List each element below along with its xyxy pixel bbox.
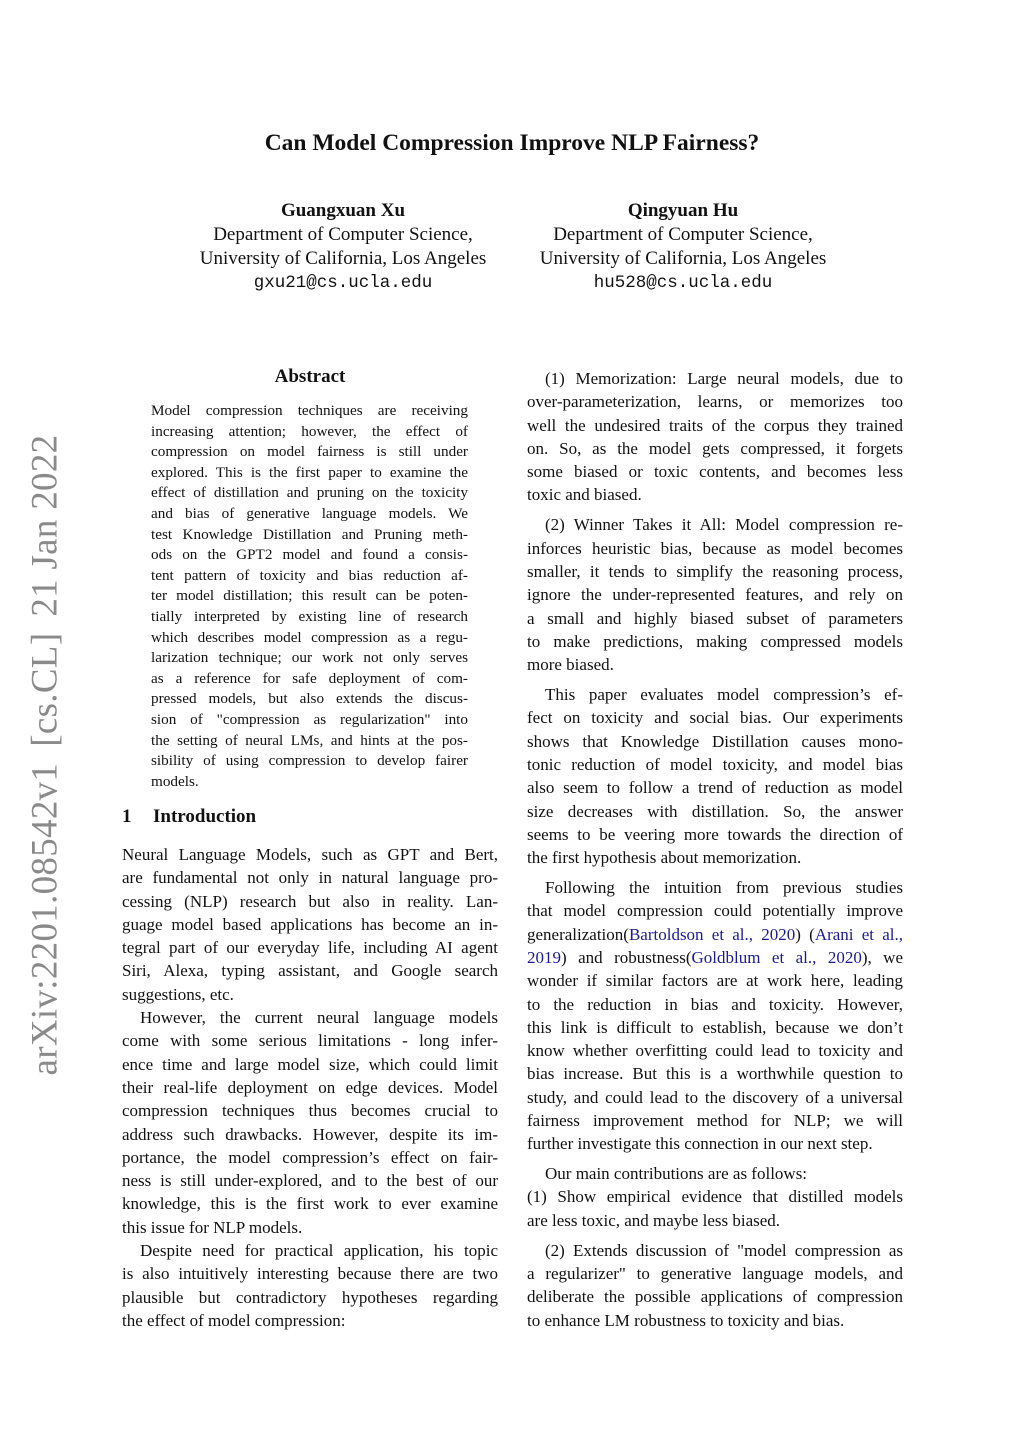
text-line: (1) Memorization: Large neural models, due to (545, 369, 903, 388)
text-line: that model compression could potentially improve (527, 901, 903, 921)
text-line: increasing attention; however, the effect of (151, 422, 468, 440)
text-line: suggestions, etc. (122, 984, 234, 1004)
text-line: the effect of model compression: (122, 1310, 346, 1330)
text-line: further investigate this connection in our next step. (527, 1134, 873, 1154)
text-line: effect of distillation and pruning on the toxicity (151, 484, 468, 502)
text-line: Our main contributions are as follows: (545, 1164, 808, 1184)
text-line: tegral part of our everyday life, including AI agent (122, 938, 498, 958)
text-line: to make predictions, making compressed models (527, 631, 903, 651)
left-column-body (122, 843, 498, 1332)
text-line: However, the current neural language models (140, 1008, 498, 1028)
paragraph (122, 1006, 498, 1239)
text-line: ter model distillation; this result can be poten- (151, 587, 468, 605)
text-line: toxic and biased. (527, 485, 642, 505)
text-line: tent pattern of toxicity and bias reduction af- (151, 566, 468, 584)
text-line: explored. This is the first paper to examine the (151, 463, 468, 481)
text-line: Neural Language Models, such as GPT and Bert, (122, 845, 498, 864)
paragraph (527, 513, 903, 676)
citation-link[interactable]: Goldblum et al., 2020 (691, 947, 862, 967)
author-name: Guangxuan Xu (280, 200, 406, 221)
author-block-2 (483, 199, 883, 296)
text-line: bias increase. But this is a worthwhile question to (527, 1064, 903, 1084)
text-line: the first hypothesis about memorization. (527, 848, 802, 868)
text-line: sion of "compression as regularization" into (151, 710, 468, 728)
text-line: size decreases with distillation. So, the answer (527, 801, 903, 821)
text-line: (2) Extends discussion of "model compression as (545, 1240, 903, 1260)
paragraph (151, 401, 468, 792)
author-university: University of California, Los Angeles (199, 248, 487, 269)
author-email[interactable]: gxu21@cs.ucla.edu (253, 273, 433, 293)
text-line: wonder if similar factors are at work here, leading (527, 971, 903, 991)
text-line: to enhance LM robustness to toxicity and bias. (527, 1310, 845, 1330)
text-line: deliberate the possible applications of compression (527, 1287, 903, 1307)
text-line: ignore the under-represented features, and rely on (527, 585, 903, 605)
text-line: is also intuitively interesting because there are two (122, 1264, 498, 1284)
text-line: on. So, as the model gets compressed, it forgets (527, 438, 903, 458)
text-line: Despite need for practical application, his topic (140, 1241, 498, 1261)
text-line: know whether overfitting could lead to toxicity and (527, 1041, 903, 1061)
text-segment: generalization( (527, 924, 629, 944)
text-line: also seem to follow a trend of reduction as model (527, 778, 903, 798)
author-name: Qingyuan Hu (627, 200, 739, 221)
abstract-body (151, 401, 468, 792)
text-line: as a reference for safe deployment of com- (151, 669, 468, 687)
arxiv-category: [cs.CL] (24, 632, 66, 747)
paragraph (527, 1162, 903, 1232)
text-line: test Knowledge Distillation and Pruning meth- (151, 525, 468, 543)
text-line: (2) Winner Takes it All: Model compression re- (545, 515, 903, 535)
text-line: over-parameterization, learns, or memorizes too (527, 392, 903, 412)
text-line: seems to be veering more towards the direction of (527, 824, 903, 844)
citation-link[interactable]: 2019 (527, 947, 561, 967)
section-title: Introduction (153, 806, 257, 827)
text-line: ence time and large model size, which could limit (122, 1054, 498, 1074)
text-line: Model compression techniques are receiving (151, 402, 468, 419)
author-email[interactable]: hu528@cs.ucla.edu (593, 273, 773, 293)
text-line: more biased. (527, 655, 614, 675)
paragraph (122, 1239, 498, 1332)
section-number: 1 (122, 806, 132, 827)
text-line: a small and highly biased subset of parameters (527, 608, 903, 628)
paragraph (527, 683, 903, 869)
text-line: cessing (NLP) research but also in reality. Lan- (122, 891, 498, 911)
text-line: models. (151, 772, 199, 790)
text-line: compression techniques thus becomes crucial to (122, 1101, 498, 1121)
text-line: fairness improvement method for NLP; we will (527, 1110, 903, 1130)
right-column-body (527, 367, 903, 1332)
text-segment: ), we (861, 947, 903, 967)
author-university: University of California, Los Angeles (539, 248, 827, 269)
text-line: knowledge, this is the first work to ever examine (122, 1194, 498, 1214)
text-line: Following the intuition from previous studies (545, 878, 903, 898)
text-line: Siri, Alexa, typing assistant, and Google search (122, 961, 498, 981)
text-line: this issue for NLP models. (122, 1217, 303, 1237)
text-line: a regularizer" to generative language models, and (527, 1263, 903, 1283)
text-line: are fundamental not only in natural language pro- (122, 868, 498, 888)
text-segment: ) and robustness( (561, 947, 692, 967)
text-line: inforces heuristic bias, because as model becomes (527, 538, 903, 558)
text-line: are less toxic, and maybe less biased. (527, 1210, 781, 1230)
text-line: plausible but contradictory hypotheses regarding (122, 1287, 498, 1307)
text-line: compression on model fairness is still under (151, 443, 468, 461)
text-line: some biased or toxic contents, and becomes less (527, 462, 903, 482)
text-line: study, and could lead to the discovery of a universal (527, 1087, 903, 1107)
text-segment: ) ( (795, 924, 815, 944)
text-line: pressed models, but also extends the discus- (151, 690, 468, 708)
author-department: Department of Computer Science, (553, 224, 813, 245)
author-department: Department of Computer Science, (213, 224, 473, 245)
arxiv-side-label (24, 427, 67, 1084)
text-line: well the undesired traits of the corpus they trained (527, 415, 903, 435)
text-line: tially interpreted by existing line of research (151, 607, 468, 625)
paragraph (527, 1239, 903, 1332)
text-line: ness is still under-explored, and to the best of our (122, 1171, 498, 1191)
section-heading-introduction (122, 806, 256, 828)
text-line: which describes model compression as a regu- (151, 628, 468, 646)
arxiv-date: 21 Jan 2022 (24, 434, 66, 617)
text-line: the setting of neural LMs, and hints at the pos- (151, 731, 468, 749)
text-line: to the reduction in bias and toxicity. However, (527, 994, 903, 1014)
paragraph (122, 843, 498, 1006)
text-line: tonic reduction of model toxicity, and model bias (527, 754, 903, 774)
text-line: fect on toxicity and social bias. Our experiments (527, 708, 903, 728)
citation-link[interactable]: Bartoldson et al., 2020 (628, 924, 796, 944)
text-line: guage model based applications has become an in- (122, 914, 498, 934)
text-line: portance, the model compression’s effect on fair- (122, 1147, 498, 1167)
abstract-heading: Abstract (274, 366, 346, 387)
text-line: ods on the GPT2 model and found a consis- (151, 546, 468, 564)
text-line (527, 946, 903, 969)
arxiv-id: arXiv:2201.08542v1 (24, 762, 66, 1076)
text-line: address such drawbacks. However, despite its im- (122, 1124, 498, 1144)
text-line: smaller, it tends to simplify the reasoning process, (527, 561, 903, 581)
text-line: this link is difficult to establish, because we don’t (527, 1017, 903, 1037)
text-line: their real-life deployment on edge devices. Model (122, 1077, 498, 1097)
text-line: come with some serious limitations - long infer- (122, 1031, 498, 1051)
text-line: and bias of generative language models. We (151, 504, 468, 522)
text-line: sibility of using compression to develop fairer (151, 752, 468, 770)
paper-title: Can Model Compression Improve NLP Fairness? (264, 130, 760, 156)
paragraph (527, 367, 903, 507)
citation-link[interactable]: Arani et al., (814, 924, 903, 944)
text-line (527, 923, 903, 946)
text-line: larization technique; our work not only serves (151, 649, 468, 667)
paragraph (527, 876, 903, 1156)
text-line: This paper evaluates model compression’s ef- (545, 685, 903, 705)
text-line: (1) Show empirical evidence that distilled models (527, 1187, 903, 1207)
text-line: shows that Knowledge Distillation causes mono- (527, 731, 903, 751)
